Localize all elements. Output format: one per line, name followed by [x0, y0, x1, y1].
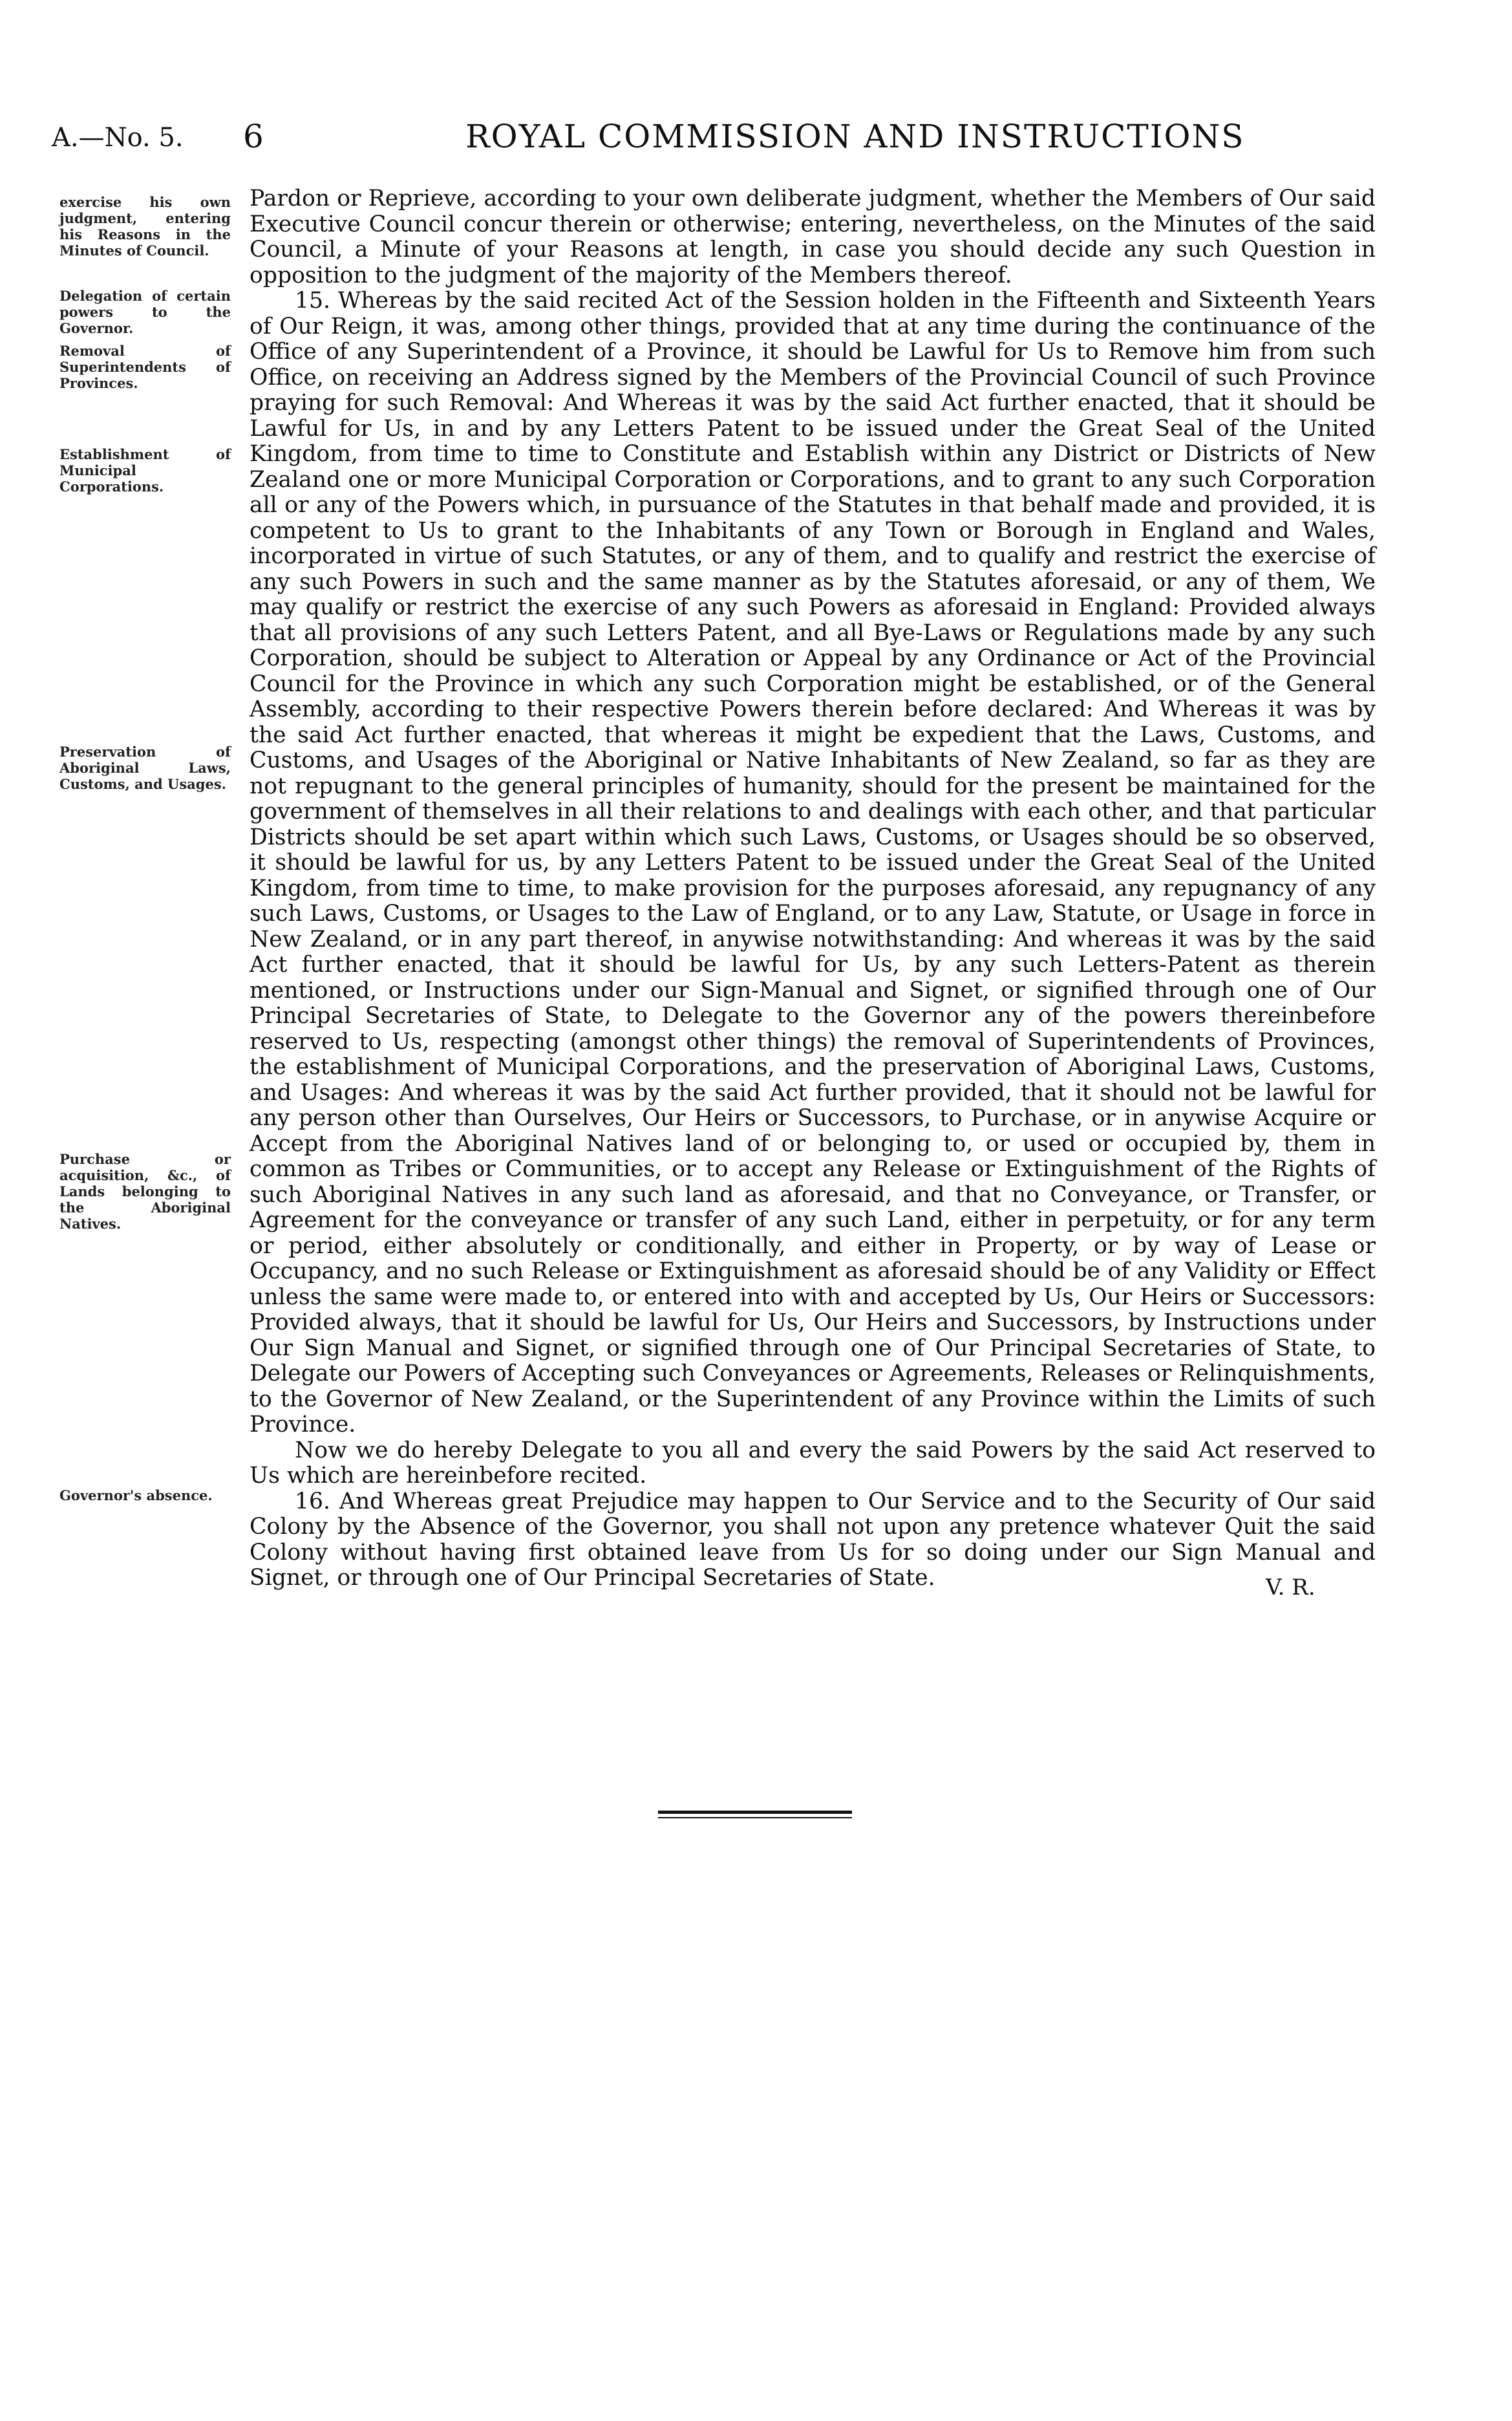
paragraph: Pardon or Reprieve, according to your own deliberate judgment, whether the Members of Our said Executive Council concur therein or otherwise; entering, nevertheless, on the Minutes of the said Council, a Minute of your Reasons at length, in case you should decide any such Question in opposition to the judgment of the majority of the Members thereof.	[250, 186, 1376, 288]
margin-note-delegation: Delegation of certain powers to the Governor.	[59, 288, 231, 336]
divider-rule	[658, 1817, 852, 1818]
margin-note-governor-absence: Governor's absence.	[59, 1487, 213, 1503]
page-title: ROYAL COMMISSION AND INSTRUCTIONS	[465, 118, 1245, 155]
margin-note-removal: Removal of Superintendents of Provinces.	[59, 343, 231, 391]
page-number: 6	[243, 118, 264, 155]
signature: V. R.	[1266, 1575, 1315, 1600]
divider-rule	[658, 1811, 852, 1814]
margin-note-aboriginal-laws: Preservation of Aboriginal Laws, Customs, and Usages.	[59, 744, 231, 792]
margin-note-land-purchase: Purchase or acquisition, &c., of Lands belonging to the Aboriginal Natives.	[59, 1151, 231, 1232]
paragraph: Now we do hereby Delegate to you all and every the said Powers by the said Act reserved to Us which are hereinbefore recited.	[250, 1437, 1376, 1489]
margin-note-judgment: exercise his own judgment, entering his Reasons in the Minutes of Council.	[59, 194, 231, 259]
paragraph: 16. And Whereas great Prejudice may happen to Our Service and to the Security of Our said Colony by the Absence of the Governor, you shall not upon any pretence whatever Quit the said Colony without having first obtained leave from Us for so doing under our Sign Manual and Signet, or through one of Our Principal Secretaries of State.	[250, 1488, 1376, 1591]
document-reference: A.—No. 5.	[52, 123, 184, 153]
document-body	[250, 186, 1376, 1591]
paragraph: 15. Whereas by the said recited Act of the Session holden in the Fifteenth and Sixteenth Years of Our Reign, it was, among other things, provided that at any time during the continuance of the Office of any Superintendent of a Province, it should be Lawful for Us to Remove him from such Office, on receiving an Address signed by the Members of the Provincial Council of such Province praying for such Removal: And Whereas it was by the said Act further enacted, that it should be Lawful for Us, in and by any Letters Patent to be issued under the Great Seal of the United Kingdom, from time to time to Constitute and Establish within any District or Districts of New Zealand one or more Municipal Corporation or Corporations, and to grant to any such Corporation all or any of the Powers which, in pursuance of the Statutes in that behalf made and provided, it is competent to Us to grant to the Inhabitants of any Town or Borough in England and Wales, incorporated in virtue of such Statutes, or any of them, and to qualify and restrict the exercise of any such Powers in such and the same manner as by the Statutes aforesaid, or any of them, We may qualify or restrict the exercise of any such Powers as aforesaid in England: Provided always that all provisions of any such Letters Patent, and all Bye-Laws or Regulations made by any such Corporation, should be subject to Alteration or Appeal by any Ordinance or Act of the Provincial Council for the Province in which any such Corporation might be established, or of the General Assembly, according to their respective Powers therein before declared: And Whereas it was by the said Act further enacted, that whereas it might be expedient that the Laws, Customs, and Customs, and Usages of the Aboriginal or Native Inhabitants of New Zealand, so far as they are not repugnant to the general principles of humanity, should for the present be maintained for the government of themselves in all their relations to and dealings with each other, and that particular Districts should be set apart within which such Laws, Customs, or Usages should be so observed, it should be lawful for us, by any Letters Patent to be issued under the Great Seal of the United Kingdom, from time to time, to make provision for the purposes aforesaid, any repugnancy of any such Laws, Customs, or Usages to the Law of England, or to any Law, Statute, or Usage in force in New Zealand, or in any part thereof, in anywise notwithstanding: And whereas it was by the said Act further enacted, that it should be lawful for Us, by any such Letters-Patent as therein mentioned, or Instructions under our Sign-Manual and Signet, or signified through one of Our Principal Secretaries of State, to Delegate to the Governor any of the powers thereinbefore reserved to Us, respecting (amongst other things) the removal of Superintendents of Provinces, the establishment of Municipal Corporations, and the preservation of Aboriginal Laws, Customs, and Usages: And whereas it was by the said Act further provided, that it should not be lawful for any person other than Ourselves, Our Heirs or Successors, to Purchase, or in anywise Acquire or Accept from the Aboriginal Natives land of or belonging to, or used or occupied by, them in common as Tribes or Communities, or to accept any Release or Extinguishment of the Rights of such Aboriginal Natives in any such land as aforesaid, and that no Conveyance, or Transfer, or Agreement for the conveyance or transfer of any such Land, either in perpetuity, or for any term or period, either absolutely or conditionally, and either in Property, or by way of Lease or Occupancy, and no such Release or Extinguishment as aforesaid should be of any Validity or Effect unless the same were made to, or entered into with and accepted by Us, Our Heirs or Successors: Provided always, that it should be lawful for Us, Our Heirs and Successors, by Instructions under Our Sign Manual and Signet, or signified through one of Our Principal Secretaries of State, to Delegate our Powers of Accepting such Conveyances or Agreements, Releases or Relinquishments, to the Governor of New Zealand, or the Superintendent of any Province within the Limits of such Province.	[250, 288, 1376, 1437]
margin-note-municipal: Establishment of Municipal Corporations.	[59, 446, 231, 495]
